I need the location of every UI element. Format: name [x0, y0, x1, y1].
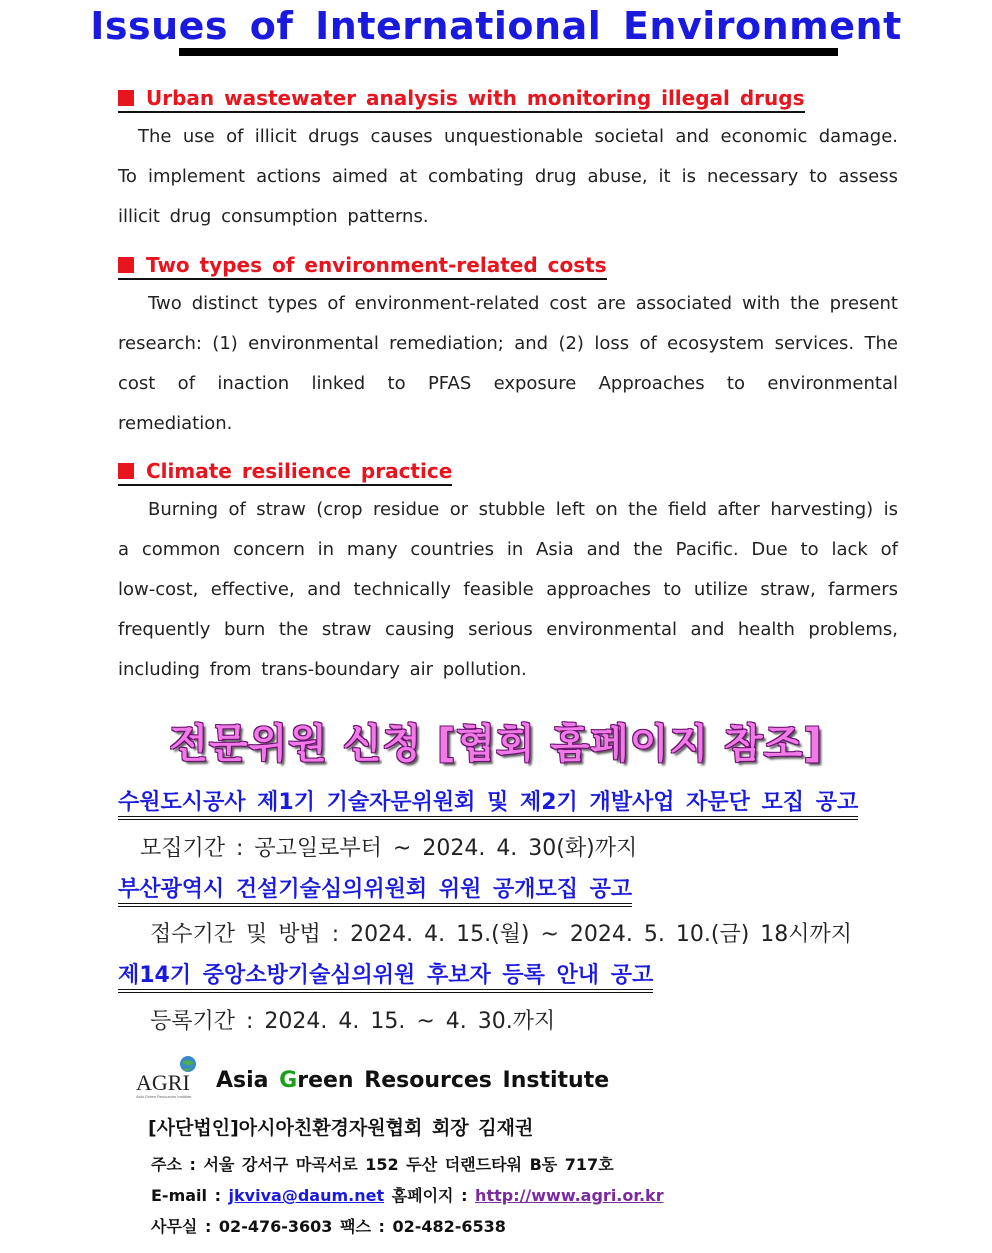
notice-title-busan[interactable]: 부산광역시 건설기술심의위원회 위원 공개모집 공고: [118, 872, 632, 907]
notice-detail-suwon: 모집기간 : 공고일로부터 ~ 2024. 4. 30(화)까지: [140, 836, 638, 861]
section-heading-text: Climate resilience practice: [146, 459, 453, 483]
fax-label: 팩스 :: [339, 1217, 393, 1236]
section-heading: [118, 459, 452, 486]
contact-line: [151, 1183, 664, 1206]
notice-title-fire[interactable]: 제14기 중앙소방기술심의위원 후보자 등록 안내 공고: [118, 958, 653, 993]
institute-name-post: reen Resources Institute: [297, 1068, 610, 1093]
square-bullet-icon: [118, 463, 134, 479]
section-body: Burning of straw (crop residue or stubble left on the field after harvesting) is a common concern in many countries in Asia and the Pacific. Due to lack of low-cost, effective, and technically feasible approaches to utilize straw, farmers frequently burn the straw causing serious environmental and health problems, including from trans-boundary air pollution.: [118, 499, 898, 680]
institute-name-g: G: [279, 1068, 298, 1093]
agri-logo-text: AGRI: [136, 1070, 190, 1095]
section-costs: [118, 253, 898, 444]
section-climate: [118, 459, 898, 690]
section-body: The use of illicit drugs causes unquestionable societal and economic damage. To implement actions aimed at combating drug abuse, it is necessary to assess illicit drug consumption patterns.: [118, 126, 898, 227]
notice-detail-busan: 접수기간 및 방법 : 2024. 4. 15.(월) ~ 2024. 5. 10.(금) 18시까지: [150, 922, 853, 947]
org-line: [사단법인]아시아친환경자원협회 회장 김재권: [148, 1117, 534, 1139]
square-bullet-icon: [118, 90, 134, 106]
notice-detail-fire: 등록기간 : 2024. 4. 15. ~ 4. 30.까지: [150, 1009, 556, 1034]
square-bullet-icon: [118, 257, 134, 273]
section-heading-text: Two types of environment-related costs: [146, 253, 607, 277]
section-wastewater: [118, 86, 898, 237]
office-value: 02-476-3603: [218, 1217, 333, 1236]
expert-banner-text: 전문위원 신청 [협회 홈페이지 참조]: [169, 721, 823, 767]
institute-name-pre: Asia: [216, 1068, 280, 1093]
email-label: E-mail :: [151, 1186, 229, 1205]
phone-line: [151, 1214, 506, 1237]
homepage-label: 홈페이지 :: [391, 1186, 476, 1205]
institute-name: [216, 1068, 609, 1093]
expert-banner: [0, 712, 992, 769]
section-heading: [118, 86, 805, 113]
agri-logo-subtext: Asia Green Resources Institute: [136, 1094, 192, 1099]
office-label: 사무실 :: [151, 1217, 219, 1236]
fax-value: 02-482-6538: [392, 1217, 506, 1236]
page-title: Issues of International Environment: [90, 4, 902, 48]
notice-title-suwon[interactable]: 수원도시공사 제1기 기술자문위원회 및 제2기 개발사업 자문단 모집 공고: [118, 785, 858, 820]
email-link[interactable]: jkviva@daum.net: [228, 1186, 385, 1205]
section-heading: [118, 253, 607, 280]
agri-logo: [136, 1054, 200, 1100]
address-value: 서울 강서구 마곡서로 152 두산 더랜드타워 B동 717호: [203, 1155, 614, 1174]
homepage-link[interactable]: http://www.agri.or.kr: [475, 1186, 664, 1205]
title-underline-second: [179, 54, 838, 56]
address-label: 주소 :: [151, 1155, 204, 1174]
section-heading-text: Urban wastewater analysis with monitoring illegal drugs: [146, 86, 805, 110]
section-body: Two distinct types of environment-related cost are associated with the present research: (1) environmental remediation; and (2) loss of ecosystem services. The cost of inaction linked to PFAS exposure Approaches to environmental remediation.: [118, 293, 898, 434]
address-line: [151, 1152, 614, 1175]
